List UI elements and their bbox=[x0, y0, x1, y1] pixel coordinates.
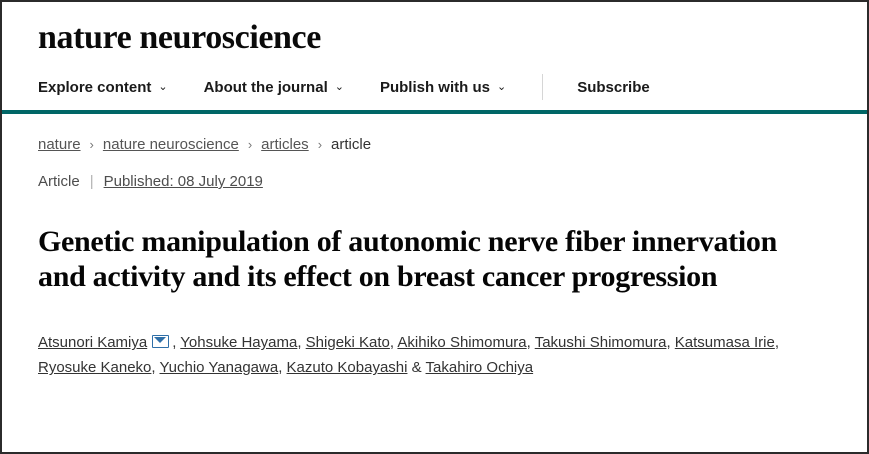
article-meta bbox=[2, 153, 867, 190]
nav-divider bbox=[542, 74, 543, 100]
author-separator: , bbox=[774, 334, 779, 352]
nav-label: Explore content bbox=[38, 78, 152, 96]
nav-item-about-the-journal[interactable] bbox=[204, 79, 344, 96]
author-separator: , bbox=[666, 334, 675, 352]
author-separator: , bbox=[172, 334, 181, 352]
author-name[interactable]: Akihiko Shimomura bbox=[397, 334, 527, 352]
author-separator: , bbox=[389, 334, 398, 352]
breadcrumb-item-nature-neuroscience[interactable]: nature neuroscience bbox=[102, 136, 239, 153]
breadcrumb-item-nature[interactable]: nature bbox=[38, 136, 81, 153]
main-navigation bbox=[2, 64, 867, 114]
nav-item-publish-with-us[interactable] bbox=[380, 79, 506, 96]
chevron-down-icon: ⌄ bbox=[334, 80, 344, 93]
author-name[interactable]: Yuchio Yanagawa bbox=[159, 359, 279, 377]
nav-item-subscribe[interactable] bbox=[577, 79, 650, 96]
breadcrumb bbox=[2, 114, 867, 153]
author-separator: , bbox=[151, 359, 160, 377]
nav-label: About the journal bbox=[203, 78, 328, 96]
author-name[interactable]: Kazuto Kobayashi bbox=[286, 359, 408, 377]
author-separator: , bbox=[526, 334, 535, 352]
author-name[interactable]: Yohsuke Hayama bbox=[180, 334, 298, 352]
nav-label: Publish with us bbox=[379, 78, 490, 96]
author-name[interactable]: Ryosuke Kaneko bbox=[38, 359, 152, 377]
author-name[interactable]: Katsumasa Irie bbox=[674, 334, 775, 352]
page-title: Genetic manipulation of autonomic nerve fiber innervation and activity and its effect on breast cancer progression bbox=[38, 225, 777, 294]
author-last-separator: & bbox=[407, 359, 426, 377]
nav-item-explore-content[interactable] bbox=[38, 79, 168, 96]
chevron-down-icon: ⌄ bbox=[496, 80, 507, 93]
chevron-down-icon: ⌄ bbox=[158, 80, 168, 93]
breadcrumb-separator: › bbox=[89, 137, 94, 152]
masthead bbox=[2, 2, 867, 64]
author-list bbox=[2, 314, 867, 380]
meta-divider: | bbox=[89, 173, 94, 190]
article-type-label: Article bbox=[38, 173, 80, 190]
author-name[interactable]: Takahiro Ochiya bbox=[425, 359, 534, 377]
author-separator: , bbox=[278, 359, 287, 377]
journal-logo[interactable]: nature neuroscience bbox=[38, 19, 321, 56]
breadcrumb-separator: › bbox=[317, 137, 323, 152]
nav-label: Subscribe bbox=[577, 78, 650, 96]
author-name[interactable]: Atsunori Kamiya bbox=[38, 334, 148, 352]
published-date[interactable]: Published: 08 July 2019 bbox=[103, 173, 263, 190]
breadcrumb-separator: › bbox=[247, 137, 253, 152]
mail-icon[interactable] bbox=[152, 335, 169, 348]
breadcrumb-item-articles[interactable]: articles bbox=[261, 136, 309, 153]
breadcrumb-item-article: article bbox=[331, 136, 372, 153]
author-name[interactable]: Shigeki Kato bbox=[305, 334, 390, 352]
author-separator: , bbox=[297, 334, 306, 352]
author-name[interactable]: Takushi Shimomura bbox=[534, 334, 667, 352]
